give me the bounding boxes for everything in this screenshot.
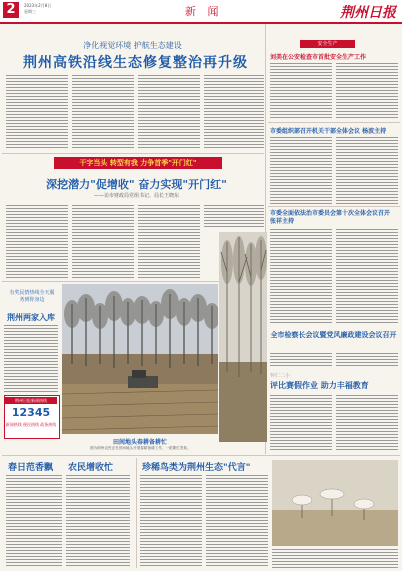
lead-body-col4 (204, 74, 264, 150)
right-story1-title[interactable]: 刘美在公安检查市首批安全生产工作 (270, 54, 367, 61)
lead-body-col3 (138, 74, 200, 150)
feature-body-col4 (204, 204, 264, 228)
bottom-story1-body (6, 474, 62, 566)
right-story2-title[interactable]: 市委组织部召开机关干部全体会议 杨波主持 (270, 128, 387, 135)
side-photo-caption: 图为荆州农民正在田间地头开展春耕备耕工作，一派繁忙景象。 (90, 446, 191, 450)
bottom-story3-body1 (140, 474, 202, 566)
left-box-title[interactable]: 荆州两家入库 (7, 313, 55, 322)
right-story3-title[interactable]: 市委全面依法治市委员会第十次全体会议召开 张祥主持 (270, 210, 391, 225)
bottom-story2-body (66, 474, 130, 566)
lead-body-col2 (72, 74, 134, 150)
left-box-body (4, 324, 58, 392)
page-number: 2 (3, 2, 19, 18)
feature-body-col3 (138, 204, 200, 278)
newspaper-logo: 荆州日报 (340, 5, 396, 21)
right-story3-body2 (336, 228, 398, 324)
divider (2, 455, 400, 456)
right-story2-body1 (270, 136, 332, 204)
right-story1-body1 (270, 62, 332, 120)
photo-caption: 田间地头春耕备耕忙 (112, 439, 167, 446)
right-story4-body1 (270, 352, 332, 366)
bottom-story3-title[interactable]: 珍稀鸟类为荆州生态"代言" (142, 463, 251, 473)
commentary-body2 (336, 394, 398, 452)
column-divider (136, 458, 137, 568)
feature-body-col2 (72, 204, 134, 278)
lead-kicker: 净化视觉环境 护航生态建设 (83, 41, 182, 50)
birds-photo-caption (272, 548, 398, 568)
tree-photo (219, 232, 267, 442)
left-box-kicker: 有奖民情热线全天服务到你身边 (9, 290, 55, 303)
lead-body-col1 (6, 74, 68, 150)
feature-subhead: ——访市财政局党组书记、局长王晓东 (93, 193, 179, 199)
birds-photo (272, 460, 398, 546)
farm-field-photo (62, 284, 218, 434)
divider (268, 122, 400, 123)
divider (2, 153, 264, 154)
bottom-story3-body2 (206, 474, 268, 566)
commentary-title[interactable]: 评比赛假作业 助力丰福教育 (270, 381, 369, 390)
bottom-story1-title[interactable]: 春日范香飘 (8, 463, 54, 473)
right-story3-body1 (270, 228, 332, 324)
hotline-description: 新闻热线 便民热线 政务热线 (5, 422, 57, 427)
hotline-number[interactable]: 12345 (11, 406, 51, 419)
feature-body-col1 (6, 204, 68, 278)
section-tag: 安全生产 (300, 40, 355, 48)
feature-banner: 干字当头 转型有我 力争首季"开门红" (54, 157, 222, 169)
section-title: 新 闻 (185, 5, 223, 18)
lead-headline[interactable]: 荆州高铁沿线生态修复整治再升级 (23, 55, 248, 71)
right-story4-title[interactable]: 全市检察长会议暨党风廉政建设会议召开 (270, 331, 397, 339)
divider (268, 206, 400, 207)
right-story4-body2 (336, 352, 398, 366)
page-header (0, 0, 402, 24)
issue-date: 2023年2月8日 星期三 (24, 3, 52, 14)
feature-headline[interactable]: 深挖潜力"促增收" 奋力实现"开门红" (46, 178, 227, 191)
bottom-story2-title[interactable]: 农民增收忙 (68, 463, 114, 473)
right-story2-body2 (336, 136, 398, 204)
right-story1-body2 (336, 62, 398, 120)
commentary-kicker: 怀仁二小 (270, 373, 291, 379)
hotline-title: 荆州日报新闻热线 (5, 397, 57, 404)
commentary-body1 (270, 394, 332, 452)
